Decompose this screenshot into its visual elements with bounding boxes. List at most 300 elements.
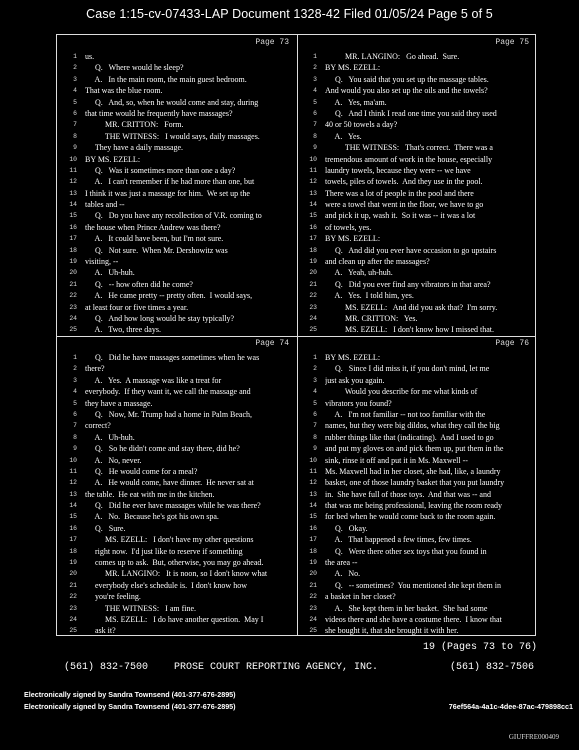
transcript-line	[297, 420, 537, 431]
agency-phone-left: (561) 832-7500	[64, 662, 149, 673]
line-text: for bed when he would come back to the room again.	[325, 512, 496, 522]
line-text: MR. LANGINO: It is noon, so I don't know what	[85, 569, 268, 579]
line-text: MS. EZELL: I do have another question. May I	[85, 614, 264, 624]
line-text: rubber things like that (indicating). And I used to go	[325, 432, 494, 442]
line-text: laundry towels, because they were -- we have	[325, 165, 471, 175]
line-number: 21	[309, 581, 317, 589]
transcript-line	[297, 199, 537, 210]
line-number: 20	[69, 570, 77, 578]
transcript-line	[57, 466, 297, 477]
line-text: Q. Were there other sex toys that you found in	[325, 546, 487, 556]
line-number: 10	[69, 456, 77, 464]
line-text: A. Two, three days.	[85, 325, 161, 335]
line-text: That was the blue room.	[85, 86, 163, 96]
transcript-line	[297, 477, 537, 488]
line-number: 8	[313, 433, 317, 441]
transcript-line	[57, 119, 297, 130]
transcript-line	[57, 233, 297, 244]
line-number: 23	[309, 604, 317, 612]
line-number: 13	[69, 490, 77, 498]
line-text: A. Uh-huh.	[85, 268, 135, 278]
line-text: they have a massage.	[85, 398, 153, 408]
line-text: MR. CRITTON: Yes.	[325, 313, 418, 323]
transcript-line	[297, 302, 537, 313]
line-text: Q. And did you ever have occasion to go upstairs	[325, 245, 497, 255]
line-text: A. He would come, have dinner. He never sat at	[85, 478, 254, 488]
page-number: Page 76	[495, 339, 529, 348]
line-number: 6	[313, 109, 317, 117]
transcript-line	[297, 97, 537, 108]
transcript-line	[57, 62, 297, 73]
line-text: A. Yeah, uh-huh.	[325, 268, 393, 278]
line-text: MR. CRITTON: Form.	[85, 120, 184, 130]
transcript-lines	[57, 352, 297, 637]
line-number: 20	[69, 269, 77, 277]
line-number: 25	[69, 326, 77, 334]
line-text: Q. Did he ever have massages while he was there?	[85, 501, 261, 511]
line-text: correct?	[85, 421, 111, 431]
line-number: 23	[69, 303, 77, 311]
line-number: 1	[73, 354, 77, 361]
transcript-line	[57, 267, 297, 278]
line-number: 24	[309, 615, 317, 623]
transcript-line	[297, 375, 537, 386]
line-number: 5	[73, 98, 77, 106]
transcript-line	[297, 455, 537, 466]
transcript-line	[297, 511, 537, 522]
line-number: 2	[313, 64, 317, 72]
transcript-line	[57, 500, 297, 511]
line-number: 19	[69, 258, 77, 266]
line-text: Q. -- how often did he come?	[85, 279, 193, 289]
line-number: 4	[313, 87, 317, 95]
transcript-line	[57, 443, 297, 454]
line-number: 2	[73, 64, 77, 72]
line-text: Q. And how long would he stay typically?	[85, 313, 235, 323]
line-text: there?	[85, 364, 105, 374]
line-number: 1	[73, 53, 77, 60]
transcript-line	[57, 290, 297, 301]
transcript-line	[57, 625, 297, 636]
line-number: 3	[73, 75, 77, 83]
line-number: 11	[69, 467, 77, 475]
transcript-line	[57, 222, 297, 233]
transcript-line	[297, 131, 537, 142]
line-number: 16	[69, 524, 77, 532]
line-text: Q. Sure.	[85, 523, 126, 533]
line-text: Q. And I think I read one time you said they used	[325, 108, 497, 118]
line-text: THE WITNESS: I am fine.	[85, 603, 197, 613]
transcript-line	[57, 154, 297, 165]
document-hash: 76ef564a-4a1c-4dee-87ac-479898cc1	[448, 702, 573, 711]
transcript-line	[57, 302, 297, 313]
line-number: 6	[73, 410, 77, 418]
transcript-panel-page-74	[57, 336, 297, 637]
transcript-line	[297, 176, 537, 187]
transcript-line	[297, 233, 537, 244]
line-number: 20	[309, 269, 317, 277]
page-number: Page 75	[495, 38, 529, 47]
line-number: 19	[309, 559, 317, 567]
line-text: They have a daily massage.	[85, 143, 184, 153]
transcript-lines	[297, 352, 537, 637]
transcript-line	[57, 108, 297, 119]
transcript-line	[297, 279, 537, 290]
transcript-line	[297, 245, 537, 256]
line-text: vibrators you found?	[325, 398, 392, 408]
transcript-line	[57, 245, 297, 256]
line-number: 18	[69, 547, 77, 555]
line-number: 22	[69, 292, 77, 300]
transcript-line	[297, 523, 537, 534]
line-number: 15	[309, 212, 317, 220]
line-text: A. That happened a few times, few times.	[325, 535, 472, 545]
line-text: right now. I'd just like to reserve if something	[85, 546, 243, 556]
line-number: 18	[69, 246, 77, 254]
line-number: 16	[309, 223, 317, 231]
transcript-line	[57, 97, 297, 108]
line-number: 22	[69, 593, 77, 601]
transcript-line	[57, 568, 297, 579]
line-text: MR. LANGINO: Go ahead. Sure.	[325, 52, 460, 61]
line-text: THE WITNESS: I would says, daily massages.	[85, 131, 260, 141]
line-number: 8	[73, 132, 77, 140]
line-number: 2	[313, 365, 317, 373]
transcript-lines	[57, 51, 297, 336]
line-text: Q. Did you ever find any vibrators in that area?	[325, 279, 491, 289]
transcript-line	[297, 188, 537, 199]
transcript-line	[297, 580, 537, 591]
line-text: Would you describe for me what kinds of	[325, 387, 478, 397]
line-number: 2	[73, 365, 77, 373]
line-number: 3	[313, 75, 317, 83]
line-number: 9	[313, 144, 317, 152]
transcript-line	[297, 489, 537, 500]
line-number: 25	[69, 627, 77, 635]
line-text: A. I can't remember if he had more than one, but	[85, 177, 255, 187]
line-number: 17	[309, 536, 317, 544]
line-number: 13	[309, 189, 317, 197]
line-text: A. No.	[325, 569, 361, 579]
line-number: 5	[313, 399, 317, 407]
transcript-line	[297, 324, 537, 335]
line-text: Q. Was it sometimes more than one a day?	[85, 165, 236, 175]
transcript-line	[57, 523, 297, 534]
line-number: 22	[309, 292, 317, 300]
line-text: basket, one of those laundry basket that you put laundry	[325, 478, 505, 488]
line-text: There was a lot of people in the pool and there	[325, 188, 474, 198]
line-text: in. She have full of those toys. And that was -- and	[325, 489, 491, 499]
transcript-line	[297, 614, 537, 625]
line-text: A. She kept them in her basket. She had some	[325, 603, 488, 613]
line-number: 7	[313, 121, 317, 129]
transcript-line	[297, 409, 537, 420]
transcript-line	[297, 500, 537, 511]
transcript-line	[297, 154, 537, 165]
line-number: 11	[69, 166, 77, 174]
line-text: everybody else's schedule is. I don't know how	[85, 580, 247, 590]
line-text: BY MS. EZELL:	[325, 63, 381, 73]
transcript-panel-page-76	[297, 336, 537, 637]
transcript-line	[297, 256, 537, 267]
line-number: 14	[69, 201, 77, 209]
line-text: that time would he frequently have massages?	[85, 108, 233, 118]
line-number: 15	[69, 513, 77, 521]
transcript-line	[297, 432, 537, 443]
transcript-line	[57, 131, 297, 142]
line-text: sink, rinse it off and put it in Ms. Maxwell --	[325, 455, 468, 465]
line-number: 25	[309, 627, 317, 635]
transcript-line	[57, 188, 297, 199]
line-number: 14	[309, 502, 317, 510]
transcript-line	[297, 119, 537, 130]
line-number: 22	[309, 593, 317, 601]
transcript-line	[57, 591, 297, 602]
transcript-line	[57, 511, 297, 522]
transcript-line	[297, 210, 537, 221]
line-text: Q. He would come for a meal?	[85, 466, 198, 476]
line-text: A. I'm not familiar -- not too familiar with the	[325, 409, 486, 419]
esignature-line-2: Electronically signed by Sandra Townsend (401-377-676-2895)	[24, 702, 236, 711]
line-text: And would you also set up the oils and the towels?	[325, 86, 488, 96]
line-number: 7	[73, 422, 77, 430]
transcript-line	[297, 62, 537, 73]
line-number: 18	[309, 246, 317, 254]
line-number: 12	[69, 178, 77, 186]
line-number: 16	[309, 524, 317, 532]
line-text: she bought it, that she brought it with her.	[325, 626, 459, 636]
line-number: 18	[309, 547, 317, 555]
line-text: videos there and she have a costume there. I know that	[325, 614, 502, 624]
transcript-line	[57, 477, 297, 488]
transcript-line	[57, 580, 297, 591]
line-text: a basket in her closet?	[325, 592, 396, 602]
transcript-line	[57, 420, 297, 431]
transcript-line	[297, 466, 537, 477]
line-text: MS. EZELL: And did you ask that? I'm sorry.	[325, 302, 498, 312]
line-number: 16	[69, 223, 77, 231]
transcript-line	[57, 489, 297, 500]
transcript-line	[297, 290, 537, 301]
line-text: A. Yes, ma'am.	[325, 97, 387, 107]
line-text: towels, piles of towels. And they use in the pool.	[325, 177, 483, 187]
transcript-line	[57, 375, 297, 386]
line-number: 24	[69, 615, 77, 623]
line-number: 24	[309, 314, 317, 322]
line-text: the table. He eat with me in the kitchen.	[85, 489, 215, 499]
line-number: 4	[73, 388, 77, 396]
line-number: 7	[73, 121, 77, 129]
line-number: 19	[309, 258, 317, 266]
line-number: 11	[309, 467, 317, 475]
line-number: 15	[69, 212, 77, 220]
line-text: A. In the main room, the main guest bedroom.	[85, 74, 247, 84]
line-number: 14	[309, 201, 317, 209]
line-text: 40 or 50 towels a day?	[325, 120, 398, 130]
line-number: 13	[309, 490, 317, 498]
transcript-line	[297, 443, 537, 454]
line-number: 1	[313, 354, 317, 361]
transcript-line	[297, 591, 537, 602]
transcript-line	[297, 313, 537, 324]
line-text: Q. Where would he sleep?	[85, 63, 184, 73]
line-text: of towels, yes.	[325, 222, 372, 232]
line-number: 9	[313, 445, 317, 453]
line-text: the house when Prince Andrew was there?	[85, 222, 221, 232]
line-text: MS. EZELL: I don't have my other questions	[85, 535, 254, 545]
line-number: 21	[69, 280, 77, 288]
transcript-page-grid	[56, 34, 536, 636]
transcript-line	[57, 51, 297, 62]
line-number: 21	[69, 581, 77, 589]
line-text: Q. Since I did miss it, if you don't mind, let me	[325, 364, 490, 374]
line-number: 19	[69, 559, 77, 567]
transcript-line	[57, 74, 297, 85]
line-text: at least four or five times a year.	[85, 302, 189, 312]
transcript-line	[297, 386, 537, 397]
transcript-line	[297, 222, 537, 233]
transcript-line	[57, 557, 297, 568]
line-text: Q. Okay.	[325, 523, 368, 533]
transcript-line	[57, 614, 297, 625]
line-number: 10	[69, 155, 77, 163]
line-text: visiting, --	[85, 257, 119, 267]
line-number: 12	[69, 479, 77, 487]
line-text: us.	[85, 52, 95, 61]
line-number: 3	[73, 376, 77, 384]
line-text: Q. And, so, when he would come and stay, during	[85, 97, 259, 107]
line-text: Q. You said that you set up the massage tables.	[325, 74, 489, 84]
transcript-line	[297, 534, 537, 545]
line-text: A. Yes. A massage was like a treat for	[85, 375, 222, 385]
line-text: Q. Not sure. When Mr. Dershowitz was	[85, 245, 228, 255]
line-number: 17	[69, 536, 77, 544]
transcript-line	[57, 409, 297, 420]
transcript-line	[57, 455, 297, 466]
transcript-line	[57, 324, 297, 335]
line-text: names, but they were big dildos, what they call the big	[325, 421, 500, 431]
line-number: 21	[309, 280, 317, 288]
line-text: Q. Do you have any recollection of V.R. coming to	[85, 211, 262, 221]
line-number: 14	[69, 502, 77, 510]
transcript-line	[57, 279, 297, 290]
line-text: A. He came pretty -- pretty often. I would says,	[85, 291, 253, 301]
line-text: A. Yes.	[325, 131, 362, 141]
bates-number: GIUFFRE000409	[508, 733, 559, 741]
pages-range-footer: 19 (Pages 73 to 76)	[422, 642, 537, 653]
transcript-line	[297, 352, 537, 363]
line-text: BY MS. EZELL:	[325, 234, 381, 244]
line-number: 23	[69, 604, 77, 612]
line-text: BY MS. EZELL:	[325, 353, 381, 362]
line-number: 13	[69, 189, 77, 197]
page-number: Page 74	[255, 339, 289, 348]
line-number: 17	[309, 235, 317, 243]
agency-name: PROSE COURT REPORTING AGENCY, INC.	[174, 662, 379, 673]
page-number: Page 73	[255, 38, 289, 47]
line-number: 8	[313, 132, 317, 140]
line-number: 24	[69, 314, 77, 322]
transcript-line	[297, 142, 537, 153]
line-number: 15	[309, 513, 317, 521]
line-number: 5	[313, 98, 317, 106]
line-text: A. It could have been, but I'm not sure.	[85, 234, 224, 244]
line-number: 23	[309, 303, 317, 311]
line-text: A. Uh-huh.	[85, 432, 135, 442]
transcript-line	[297, 267, 537, 278]
transcript-line	[57, 363, 297, 374]
line-text: comes up to ask. But, otherwise, you may go ahead.	[85, 558, 264, 568]
transcript-line	[297, 363, 537, 374]
line-text: Q. Now, Mr. Trump had a home in Palm Beach,	[85, 409, 253, 419]
transcript-line	[297, 625, 537, 636]
line-text: I think it was just a massage for him. We set up the	[85, 188, 250, 198]
line-number: 12	[309, 178, 317, 186]
transcript-line	[57, 256, 297, 267]
line-number: 4	[73, 87, 77, 95]
line-text: Ms. Maxwell had in her closet, she had, like, a laundry	[325, 466, 501, 476]
transcript-line	[297, 165, 537, 176]
esignature-line-1: Electronically signed by Sandra Townsend (401-377-676-2895)	[24, 690, 236, 699]
line-text: the area --	[325, 558, 358, 568]
line-text: were a towel that went in the floor, we have to go	[325, 200, 484, 210]
transcript-line	[297, 568, 537, 579]
transcript-line	[57, 352, 297, 363]
line-number: 11	[309, 166, 317, 174]
line-text: A. Yes. I told him, yes.	[325, 291, 414, 301]
line-number: 7	[313, 422, 317, 430]
transcript-line	[297, 85, 537, 96]
line-text: Q. -- sometimes? You mentioned she kept them in	[325, 580, 501, 590]
line-number: 4	[313, 388, 317, 396]
case-header: Case 1:15-cv-07433-LAP Document 1328-42 Filed 01/05/24 Page 5 of 5	[86, 7, 493, 21]
transcript-line	[57, 386, 297, 397]
line-text: MS. EZELL: I don't know how I missed that.	[325, 325, 494, 335]
line-text: you're feeling.	[85, 592, 141, 602]
line-text: that was me being professional, leaving the room ready	[325, 501, 503, 511]
line-number: 17	[69, 235, 77, 243]
line-text: Q. Did he have massages sometimes when he was	[85, 353, 260, 362]
line-text: everybody. If they want it, we call the massage and	[85, 387, 251, 397]
line-number: 9	[73, 445, 77, 453]
transcript-line	[57, 398, 297, 409]
line-text: and pick it up, wash it. So it was -- it was a lot	[325, 211, 476, 221]
line-number: 3	[313, 376, 317, 384]
line-text: and clean up after the massages?	[325, 257, 430, 267]
line-number: 10	[309, 155, 317, 163]
transcript-line	[57, 546, 297, 557]
transcript-panel-page-75	[297, 35, 537, 336]
line-number: 12	[309, 479, 317, 487]
transcript-line	[297, 51, 537, 62]
transcript-line	[57, 165, 297, 176]
transcript-line	[297, 398, 537, 409]
transcript-line	[57, 432, 297, 443]
transcript-line	[297, 108, 537, 119]
line-number: 8	[73, 433, 77, 441]
line-text: and put my gloves on and pick them up, put them in the	[325, 444, 504, 454]
line-number: 20	[309, 570, 317, 578]
transcript-line	[297, 603, 537, 614]
line-number: 6	[73, 109, 77, 117]
transcript-line	[57, 85, 297, 96]
transcript-lines	[297, 51, 537, 336]
transcript-line	[57, 176, 297, 187]
line-number: 6	[313, 410, 317, 418]
line-text: ask it?	[85, 626, 116, 636]
transcript-line	[57, 210, 297, 221]
transcript-line	[297, 74, 537, 85]
